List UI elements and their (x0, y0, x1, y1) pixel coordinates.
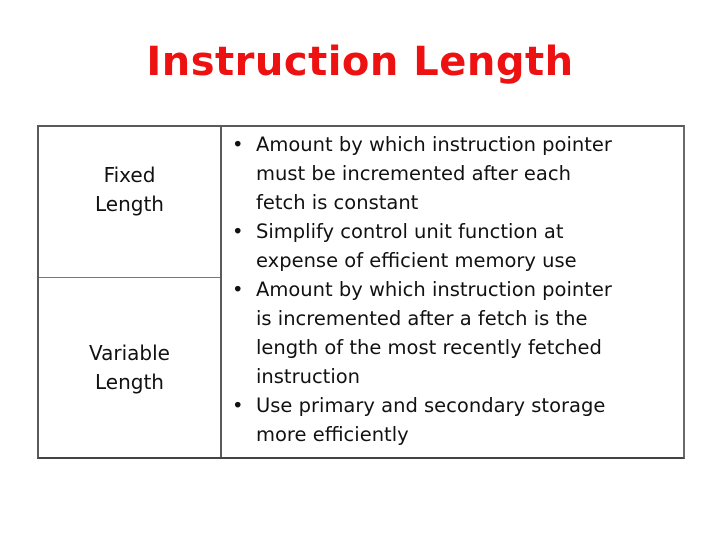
bullet-text-line: length of the most recently fetched (256, 336, 602, 359)
bullet-text-line: fetch is constant (256, 191, 419, 214)
bullet-text-line: is incremented after a fetch is the (256, 307, 588, 330)
bullet-marker: • (232, 278, 244, 301)
column-divider (220, 127, 222, 457)
bullet-text-line: Amount by which instruction pointer (256, 278, 612, 301)
row-label-fixed-length (39, 161, 220, 219)
row-label-line: Length (95, 192, 164, 216)
row-divider (39, 277, 220, 278)
description-column (232, 130, 682, 449)
bullet-text-line: Simplify control unit function at (256, 220, 564, 243)
row-label-line: Fixed (103, 163, 156, 187)
bullet-text-line: more efficiently (256, 423, 409, 446)
bullet-text-line: expense of efficient memory use (256, 249, 577, 272)
bullet-item (232, 391, 682, 449)
row-label-line: Variable (89, 341, 170, 365)
bullet-marker: • (232, 394, 244, 417)
bullet-item (232, 130, 682, 217)
bullet-marker: • (232, 220, 244, 243)
comparison-table (37, 125, 685, 459)
bullet-item (232, 275, 682, 391)
bullet-text-line: Use primary and secondary storage (256, 394, 606, 417)
bullet-text-line: instruction (256, 365, 361, 388)
page-title: Instruction Length (146, 39, 574, 85)
bullet-text-line: Amount by which instruction pointer (256, 133, 612, 156)
bullet-marker: • (232, 133, 244, 156)
row-label-variable-length (39, 339, 220, 397)
row-label-line: Length (95, 370, 164, 394)
bullet-item (232, 217, 682, 275)
bullet-text-line: must be incremented after each (256, 162, 571, 185)
